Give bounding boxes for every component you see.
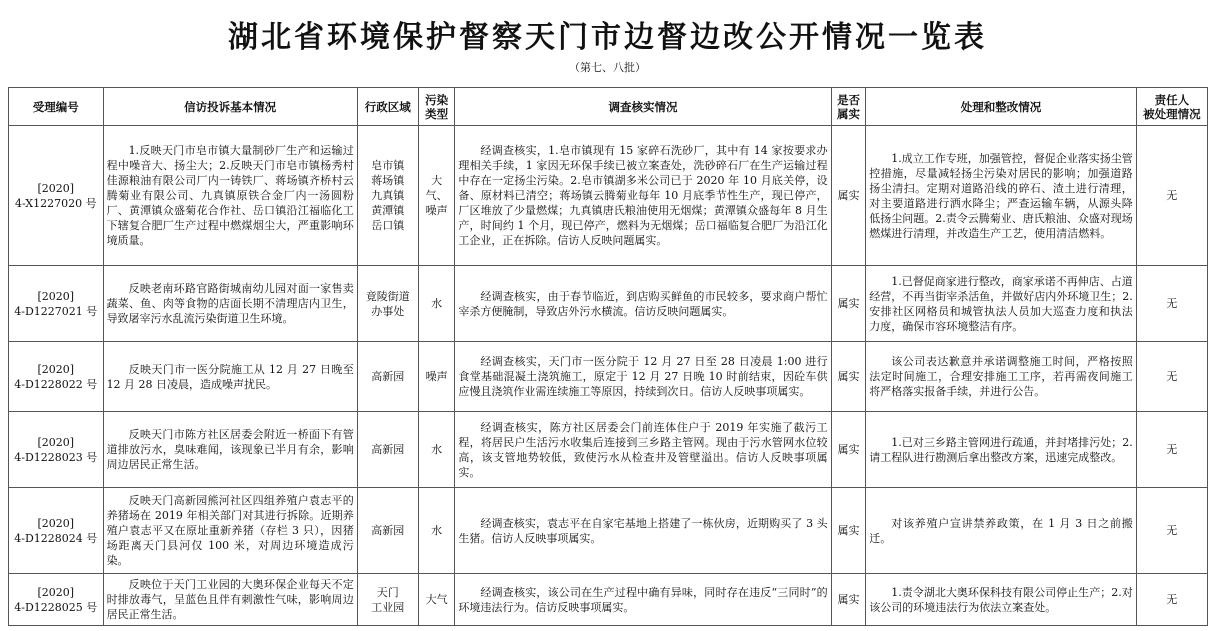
row-pollution: 水: [418, 488, 455, 574]
header-verified: 是否 属实: [831, 88, 866, 126]
row-responsible: 无: [1136, 342, 1207, 412]
row-responsible: 无: [1136, 412, 1207, 488]
table-row: [9, 574, 1208, 626]
row-region: 竟陵街道 办事处: [357, 266, 418, 342]
row-handling: 1.已督促商家进行整改，商家承诺不再伸店、占道经营，不再当街宰杀活鱼，并做好店内外环境卫生；2. 安排社区网格员和城管执法人员加大巡查力度和执法力度，确保市容环境整洁有序。: [866, 266, 1137, 342]
header-complaint: 信访投诉基本情况: [103, 88, 357, 126]
row-pollution: 水: [418, 412, 455, 488]
row-complaint: 反映天门高新园熊河社区四组养殖户袁志平的养猪场在 2019 年相关部门对其进行拆除。近期养殖户袁志平又在原址重新养猪（存栏 3 只），因猪场距离天门县河仅 100 米，对周边环境造成污染。: [103, 488, 357, 574]
table-row: [9, 342, 1208, 412]
disclosure-table: [8, 87, 1208, 626]
row-complaint: 1.反映天门市皂市镇大量制砂厂生产和运输过程中噪音大、扬尘大；2.反映天门市皂市镇杨秀村佳源粮油有限公司厂内一铸铁厂、蒋场镇齐桥村云腾菊业有限公司、九真镇原铁合金厂内一汤圆粉厂、黄潭镇众盛菊花合作社、岳口镇沿江福临化工下辖复合肥厂生产过程中燃煤烟尘大，严重影响环境质量。: [103, 126, 357, 266]
row-verified: 属实: [831, 488, 866, 574]
row-complaint: 反映老南环路官路街城南幼儿园对面一家售卖蔬菜、鱼、肉等食物的店面长期不清理店内卫生，导致屠宰污水乱流污染街道卫生环境。: [103, 266, 357, 342]
table-row: [9, 488, 1208, 574]
row-region: 天门 工业园: [357, 574, 418, 626]
row-region: 高新园: [357, 488, 418, 574]
row-pollution: 大气: [418, 574, 455, 626]
row-region: 高新园: [357, 412, 418, 488]
row-id: [2020] 4-D1228022 号: [9, 342, 104, 412]
row-investigation: 经调查核实，天门市一医分院于 12 月 27 日至 28 日凌晨 1:00 进行食堂基础混凝土浇筑施工，原定于 12 月 27 日晚 10 时前结束，因砼车供应慢且浇筑作业需连续施工等原因，持续到次日。信访人反映事项属实。: [455, 342, 831, 412]
row-complaint: 反映位于天门工业园的大奥环保企业每天不定时排放毒气，呈蓝色且伴有刺激性气味，影响周边居民正常生活。: [103, 574, 357, 626]
table-row: [9, 126, 1208, 266]
row-id: [2020] 4-D1227021 号: [9, 266, 104, 342]
row-verified: 属实: [831, 126, 866, 266]
row-complaint: 反映天门市陈方社区居委会附近一桥面下有管道排放污水，臭味难闻，该现象已半月有余，影响周边居民正常生活。: [103, 412, 357, 488]
row-region: 皂市镇 蒋场镇 九真镇 黄潭镇 岳口镇: [357, 126, 418, 266]
row-investigation: 经调查核实，该公司在生产过程中确有异味，同时存在违反“三同时”的环境违法行为。信访反映事项属实。: [455, 574, 831, 626]
header-handling: 处理和整改情况: [866, 88, 1137, 126]
row-pollution: 大气、 噪声: [418, 126, 455, 266]
row-region: 高新园: [357, 342, 418, 412]
row-verified: 属实: [831, 574, 866, 626]
row-responsible: 无: [1136, 126, 1207, 266]
header-pollution: 污染 类型: [418, 88, 455, 126]
page-subtitle: （第七、八批）: [569, 61, 646, 74]
header-investigation: 调查核实情况: [455, 88, 831, 126]
row-id: [2020] 4-D1228025 号: [9, 574, 104, 626]
row-responsible: 无: [1136, 574, 1207, 626]
row-id: [2020] 4-D1228023 号: [9, 412, 104, 488]
row-handling: 1.成立工作专班，加强管控，督促企业落实扬尘管控措施，尽量减轻扬尘污染对居民的影响；加强道路扬尘清扫。定期对道路沿线的碎石、渣土进行清理，对主要道路进行洒水降尘；严查运输车辆，从源头降低扬尘问题。2.责令云腾菊业、唐氏粮油、众盛对现场燃煤进行清理，并改造生产工艺，使用清洁燃料。: [866, 126, 1137, 266]
header-region: 行政区域: [357, 88, 418, 126]
row-responsible: 无: [1136, 266, 1207, 342]
row-verified: 属实: [831, 342, 866, 412]
row-handling: 对该养殖户宣讲禁养政策，在 1 月 3 日之前搬迁。: [866, 488, 1137, 574]
row-handling: 1.责令湖北大奥环保科技有限公司停止生产；2.对该公司的环境违法行为依法立案查处。: [866, 574, 1137, 626]
row-handling: 1.已对三乡路主管网进行疏通，并封堵排污处；2.请工程队进行勘测后拿出整改方案，迅速完成整改。: [866, 412, 1137, 488]
row-pollution: 噪声: [418, 342, 455, 412]
header-responsible: 责任人 被处理情况: [1136, 88, 1207, 126]
row-investigation: 经调查核实，由于春节临近，到店购买鲜鱼的市民较多，要求商户帮忙宰杀方便腌制，导致店外污水横流。信访反映问题属实。: [455, 266, 831, 342]
row-verified: 属实: [831, 412, 866, 488]
row-verified: 属实: [831, 266, 866, 342]
table-row: [9, 266, 1208, 342]
page-title: 湖北省环境保护督察天门市边督边改公开情况一览表: [228, 20, 987, 55]
row-pollution: 水: [418, 266, 455, 342]
row-responsible: 无: [1136, 488, 1207, 574]
row-investigation: 经调查核实，陈方社区居委会门前连体住户于 2019 年实施了截污工程，将居民户生活污水收集后连接到三乡路主管网。现由于污水管网水位较高，该支管地势较低，致使污水从检查井及管壁溢出。信访人反映事项属实。: [455, 412, 831, 488]
row-complaint: 反映天门市一医分院施工从 12 月 27 日晚至 12 月 28 日凌晨，造成噪声扰民。: [103, 342, 357, 412]
row-handling: 该公司表达歉意并承诺调整施工时间，严格按照法定时间施工，合理安排施工工序，若再需夜间施工将严格落实报备手续，并进行公告。: [866, 342, 1137, 412]
table-row: [9, 412, 1208, 488]
table-header-row: [9, 88, 1208, 126]
row-id: [2020] 4-D1228024 号: [9, 488, 104, 574]
row-investigation: 经调查核实，1.皂市镇现有 15 家碎石洗砂厂，其中有 14 家按要求办理相关手续，1 家因无环保手续已被立案查处，洗砂碎石厂在生产运输过程中存在一定扬尘污染。2.皂市镇湖多米公司已于 2020 年 10 月底关停，设备、原材料已清空；蒋场镇云腾菊业每年 10 月底季节性生产，现已停产，厂区堆放了少量燃煤；九真镇唐氏粮油使用无烟煤；黄潭镇众盛每年 8 月生产，时间约 1 个月，现已停产，燃料为无烟煤；岳口福临复合肥厂为沿江化工企业，正在拆除。信访人反映问题属实。: [455, 126, 831, 266]
row-id: [2020] 4-X1227020 号: [9, 126, 104, 266]
header-id: 受理编号: [9, 88, 104, 126]
row-investigation: 经调查核实，袁志平在自家宅基地上搭建了一栋伙房，近期购买了 3 头生猪。信访人反映事项属实。: [455, 488, 831, 574]
